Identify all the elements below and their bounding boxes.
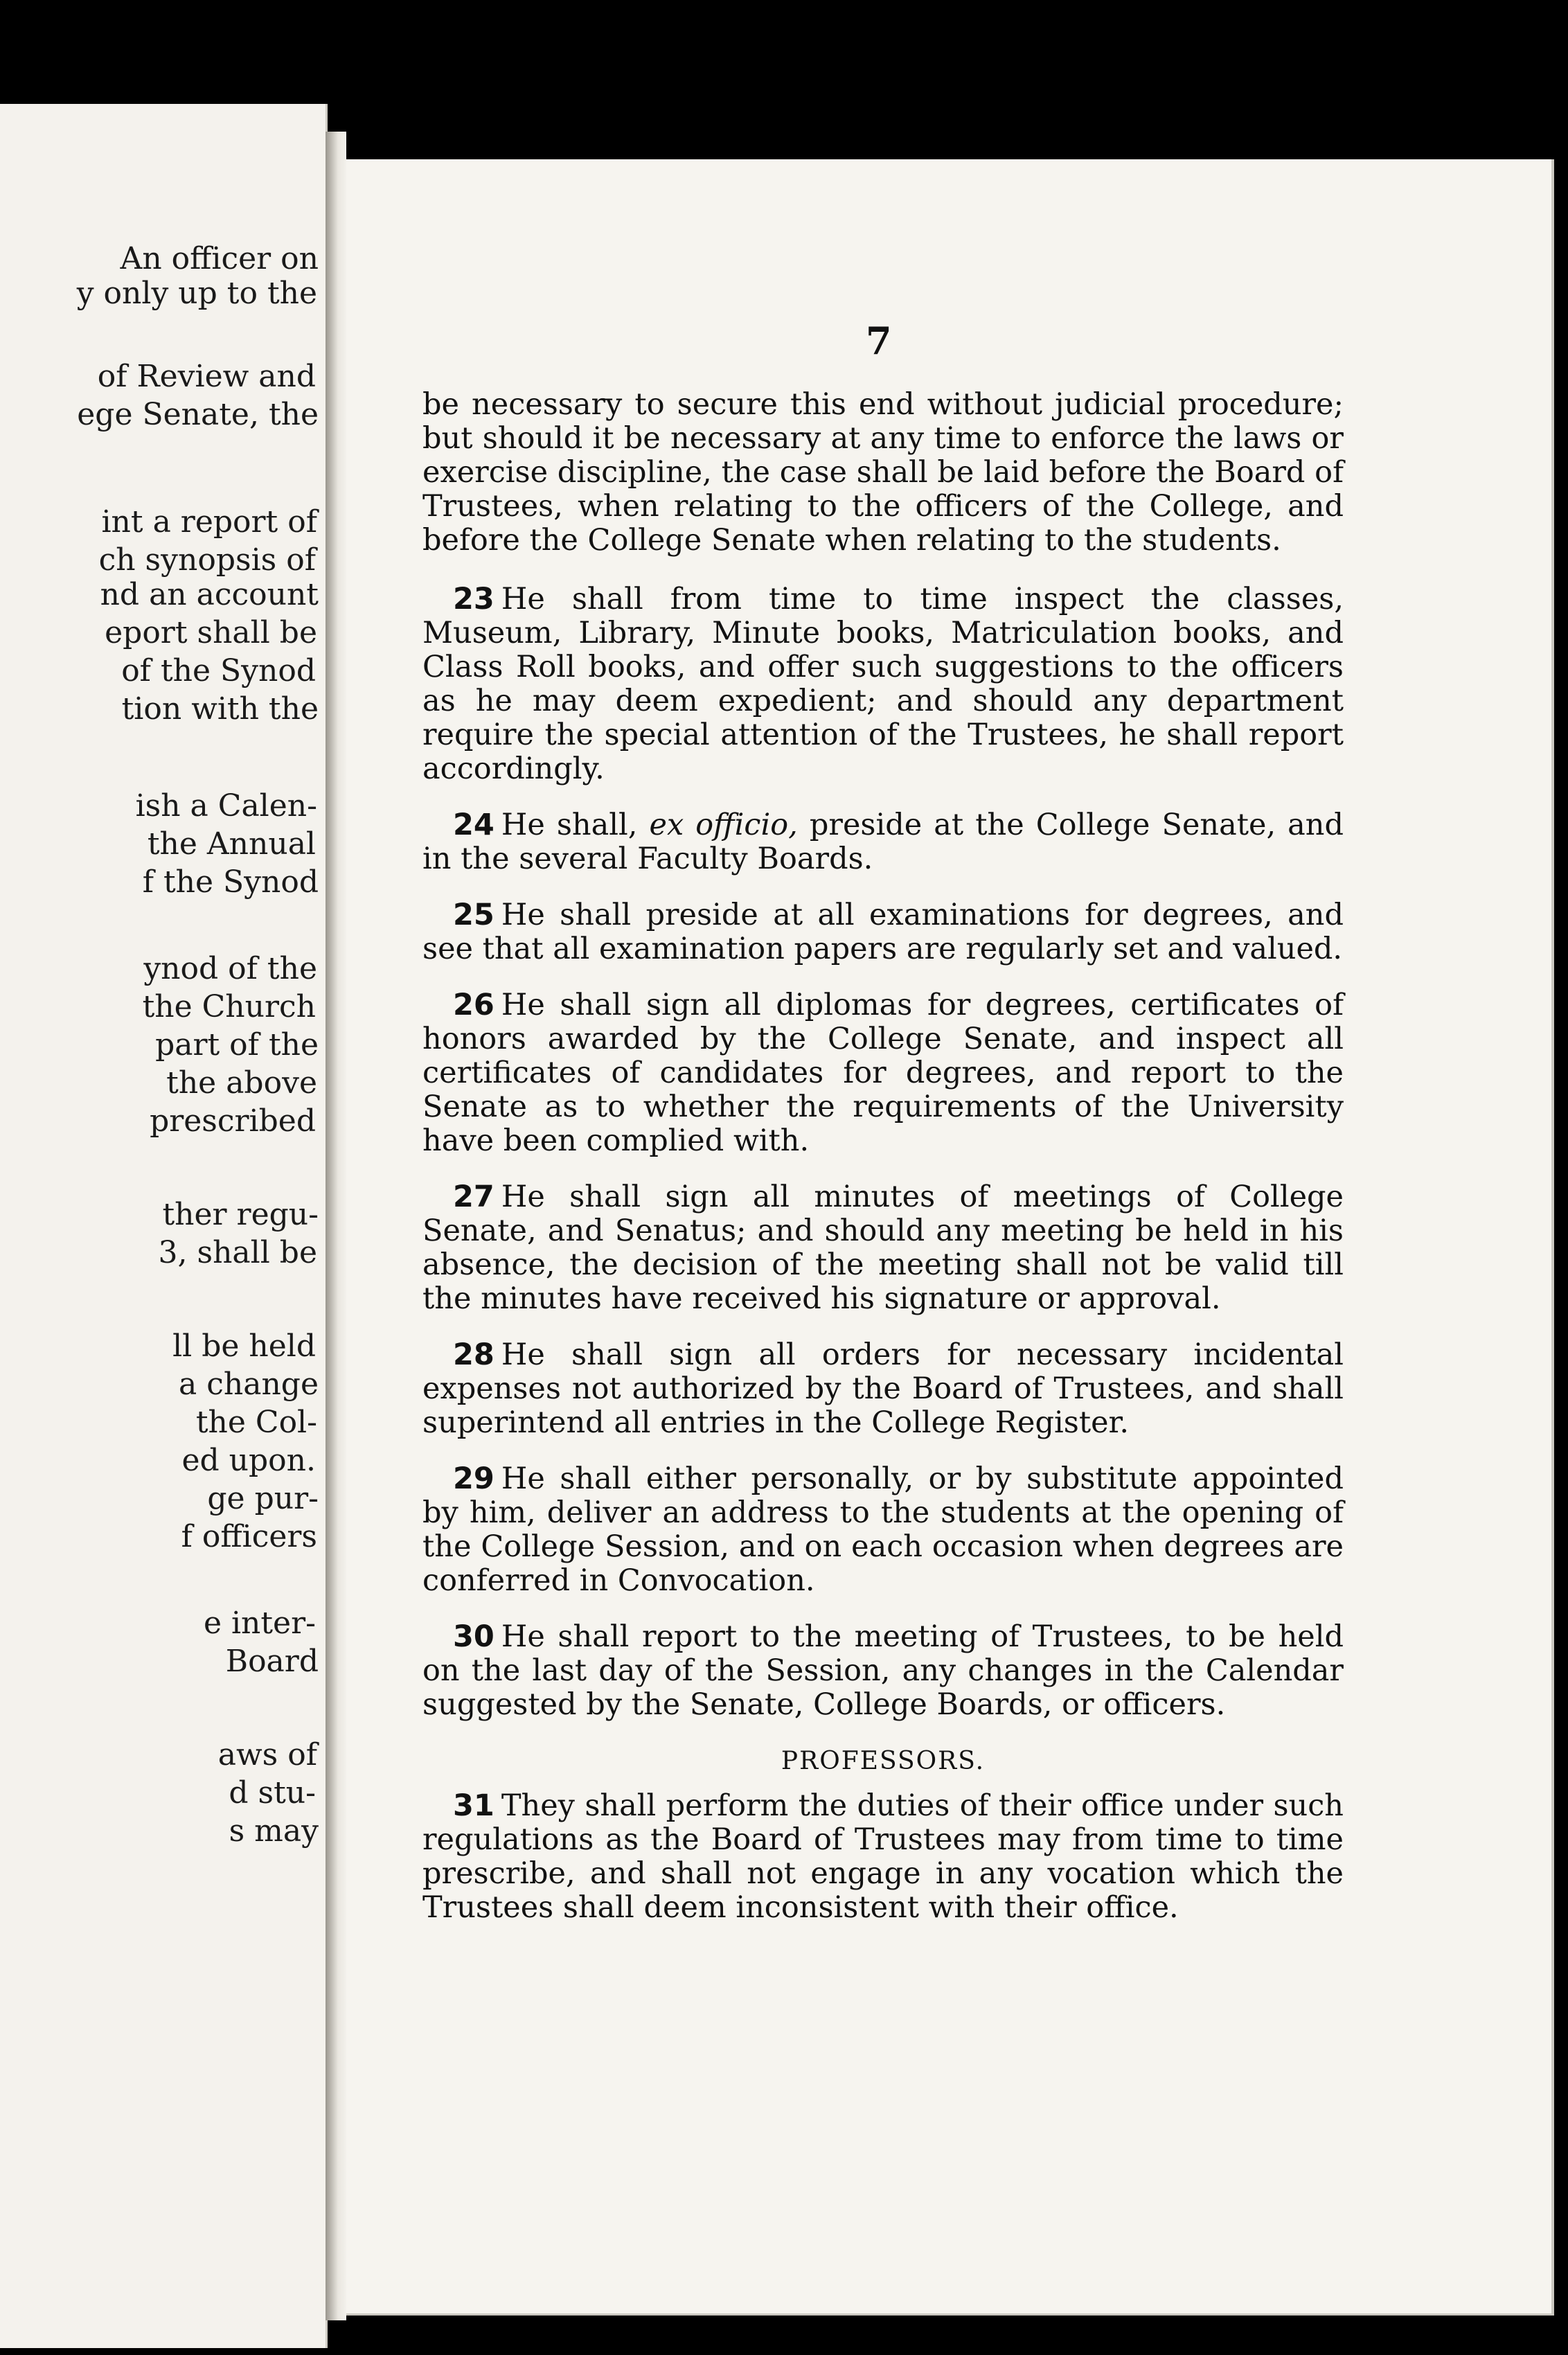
section-27: [422, 1180, 1344, 1316]
section-number: 26: [453, 988, 495, 1022]
section-number: 27: [453, 1180, 495, 1214]
left-page-text-fragment: ge pur-: [207, 1481, 319, 1516]
left-page-text-fragment: a change: [179, 1367, 319, 1402]
left-page-text-fragment: the Church: [142, 989, 316, 1024]
section-number: 31: [453, 1788, 495, 1823]
left-page-text-fragment: ll be held: [172, 1328, 316, 1364]
left-page-text-fragment: nd an account: [100, 577, 319, 612]
left-page-text-fragment: Board: [225, 1644, 319, 1679]
section-number: 29: [453, 1461, 495, 1496]
section-text: He shall either personally, or by substitute appointed by him, deliver an address to the students at the opening of the College Session, and on each occasion when degrees are conferred in Convocation.: [422, 1461, 1344, 1598]
left-page-text-fragment: ed upon.: [181, 1443, 316, 1478]
left-page-text-fragment: int a report of: [101, 504, 317, 540]
left-page-text-fragment: 3, shall be: [158, 1235, 317, 1270]
left-page-text-fragment: ish a Calen-: [135, 788, 317, 824]
section-text: He shall preside at all examinations for degrees, and see that all examination papers are regularly set and valued.: [422, 898, 1344, 966]
opening-paragraph: be necessary to secure this end without judicial procedure; but should it be necessary at any time to enforce the laws or exercise discipline, the case shall be laid before the Board of Trustees, when relating to the officers of the College, and before the College Senate when relating to the students.: [422, 387, 1344, 558]
section-number: 23: [453, 582, 495, 616]
left-page-text-fragment: y only up to the: [76, 276, 317, 311]
right-page: [346, 159, 1554, 2316]
section-28: [422, 1338, 1344, 1440]
section-30: [422, 1620, 1344, 1722]
left-page-text-fragment: of the Synod: [121, 653, 316, 688]
section-text: He shall sign all minutes of meetings of College Senate, and Senatus; and should any meeting be held in his absence, the decision of the meeting shall not be valid till the minutes have received his signature or approval.: [422, 1180, 1344, 1316]
section-25: [422, 898, 1344, 966]
left-page-text-fragment: ege Senate, the: [77, 397, 319, 432]
section-number: 28: [453, 1338, 495, 1372]
left-page-text-fragment: tion with the: [121, 691, 319, 727]
left-page-text-fragment: ynod of the: [143, 951, 317, 986]
left-page-text-fragment: f the Synod: [142, 864, 319, 900]
section-text-italic: ex officio,: [649, 808, 798, 842]
section-text-pre: He shall,: [501, 808, 638, 842]
left-page-text-fragment: s may: [229, 1813, 319, 1849]
left-page-text-fragment: d stu-: [229, 1775, 316, 1811]
section-number: 25: [453, 898, 495, 932]
section-24: [422, 808, 1344, 876]
section-26: [422, 988, 1344, 1158]
page-number: 7: [866, 319, 892, 363]
left-page-text-fragment: An officer on: [120, 241, 319, 276]
section-heading-professors: PROFESSORS.: [781, 1747, 986, 1775]
section-29: [422, 1462, 1344, 1598]
left-page-text-fragment: ch synopsis of: [98, 542, 316, 578]
left-page-text-fragment: prescribed: [150, 1103, 316, 1139]
left-page: [0, 104, 328, 2348]
section-text: He shall from time to time inspect the classes, Museum, Library, Minute books, Matriculation books, and Class Roll books, and offer such suggestions to the officers as he may deem expedient; and should any department require the special attention of the Trustees, he shall report accordingly.: [422, 582, 1344, 786]
left-page-text-fragment: f officers: [181, 1519, 317, 1554]
section-23: [422, 583, 1344, 786]
section-number: 24: [453, 808, 495, 842]
left-page-text-fragment: of Review and: [97, 359, 316, 394]
left-page-text-fragment: the Col-: [195, 1405, 317, 1440]
section-number: 30: [453, 1619, 495, 1654]
left-page-text-fragment: the Annual: [147, 826, 316, 862]
page-body: [422, 388, 1344, 1947]
section-text: He shall sign all orders for necessary incidental expenses not authorized by the Board of Trustees, and shall superintend all entries in the College Register.: [422, 1338, 1344, 1440]
left-page-text-fragment: ther regu-: [162, 1197, 319, 1232]
left-page-text-fragment: the above: [166, 1065, 317, 1101]
section-31: [422, 1789, 1344, 1925]
section-text: He shall report to the meeting of Trustees, to be held on the last day of the Session, any changes in the Calendar suggested by the Senate, College Boards, or officers.: [422, 1619, 1344, 1722]
section-text-post: preside at the College Senate, and in the several Faculty Boards.: [422, 808, 1344, 876]
section-text: They shall perform the duties of their office under such regulations as the Board of Trustees may from time to time prescribe, and shall not engage in any vocation which the Trustees shall deem inconsistent with their office.: [422, 1788, 1344, 1925]
left-page-text-fragment: aws of: [217, 1737, 317, 1772]
book-gutter: [326, 132, 346, 2320]
left-page-text-fragment: eport shall be: [105, 615, 317, 650]
left-page-text-fragment: e inter-: [203, 1606, 316, 1641]
section-text: He shall sign all diplomas for degrees, certificates of honors awarded by the College Senate, and inspect all certificates of candidates for degrees, and report to the Senate as to whether the requirements of the University have been complied with.: [422, 988, 1344, 1158]
left-page-text-fragment: part of the: [155, 1027, 319, 1063]
